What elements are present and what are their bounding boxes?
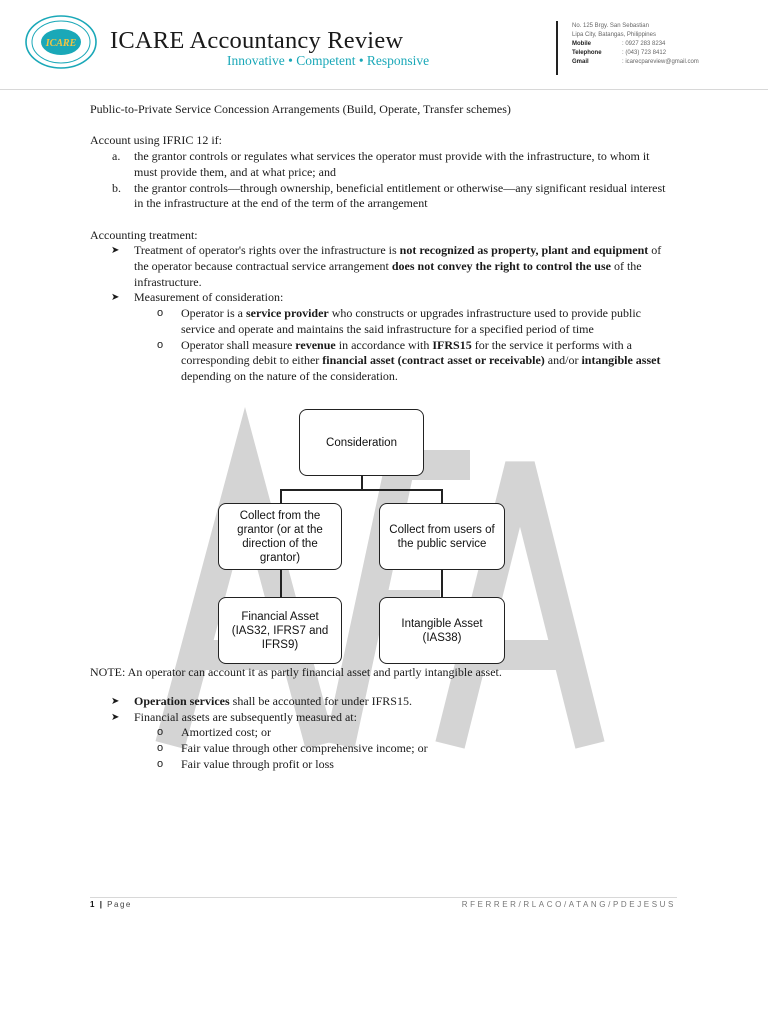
- footer-divider: [90, 897, 677, 898]
- document-title: Public-to-Private Service Concession Arrangements (Build, Operate, Transfer schemes): [90, 102, 511, 116]
- measurement-heading: Measurement of consideration:: [134, 290, 284, 305]
- connector-line: [441, 570, 443, 598]
- condition-text: the grantor controls or regulates what services the operator must provide with the infrastructure, to whom it must provide them, and at what price; and: [134, 149, 650, 179]
- measurement-item: [90, 290, 675, 384]
- measurement-sublist: [90, 306, 675, 385]
- page-separator: |: [99, 900, 104, 909]
- arrowhead-bullet-icon: ➤: [111, 696, 120, 707]
- connector-line: [361, 476, 363, 490]
- authors-footer: RFERRER/RLACO/ATANG/PDEJESUS: [461, 900, 676, 909]
- contact-block: [572, 22, 699, 67]
- mobile-row: [572, 40, 699, 49]
- account-using-heading: Account using IFRIC 12 if:: [90, 133, 222, 148]
- collect-from-grantor-box: Collect from the grantor (or at the direction of the grantor): [218, 503, 342, 570]
- measure-item: o Amortized cost; or: [157, 725, 271, 740]
- arrowhead-bullet-icon: ➤: [111, 245, 120, 257]
- treatment-item: ➤ Treatment of operator's rights over the infrastructure is not recognized as property, plant and equipment of the operator because contractual service arrangement does not convey the right to control the use of the infrastructure.: [111, 243, 662, 289]
- telephone-row: [572, 49, 699, 58]
- connector-line: [280, 489, 442, 491]
- measurement-subitem: o Operator shall measure revenue in accordance with IFRS15 for the service it performs with a corresponding debit to either financial asset (contract asset or receivable) and/or intangible asset depending on the nature of the consideration.: [157, 337, 661, 383]
- arrowhead-bullet-icon: ➤: [111, 292, 120, 304]
- connector-line: [280, 489, 282, 504]
- icare-logo-icon: [24, 14, 98, 70]
- telephone-label: Telephone: [572, 50, 602, 56]
- treatment-list: [90, 243, 675, 384]
- collect-from-users-box: Collect from users of the public service: [379, 503, 505, 570]
- circle-bullet-icon: o: [157, 742, 164, 755]
- page-indicator: [90, 900, 132, 909]
- gmail-row: [572, 58, 699, 67]
- letterhead: [0, 0, 768, 90]
- telephone-value: : (043) 723 8412: [622, 50, 667, 56]
- circle-bullet-icon: o: [157, 757, 164, 770]
- gmail-label: Gmail: [572, 59, 589, 65]
- circle-bullet-icon: o: [157, 307, 164, 320]
- measure-item: o Fair value through other comprehensive income; or: [157, 741, 428, 756]
- measure-item: o Fair value through profit or loss: [157, 756, 334, 771]
- circle-bullet-icon: o: [157, 338, 164, 351]
- brand-tagline: Innovative • Competent • Responsive: [227, 53, 430, 68]
- logo-text: ICARE: [45, 38, 77, 49]
- financial-assets-heading: Financial assets are subsequently measured at:: [134, 709, 357, 724]
- page-number: 1: [90, 900, 96, 909]
- connector-line: [441, 489, 443, 504]
- brand-name: ICARE Accountancy Review: [110, 27, 404, 54]
- operation-list: [90, 694, 675, 773]
- address-line-2: Lipa City, Batangas, Philippines: [572, 32, 656, 38]
- document-body: [90, 102, 675, 385]
- document-body-continued: [90, 694, 675, 773]
- address-line-1: No. 125 Brgy. San Sebastian: [572, 23, 649, 29]
- circle-bullet-icon: o: [157, 726, 164, 739]
- connector-line: [280, 570, 282, 598]
- accounting-treatment-heading: Accounting treatment:: [90, 227, 198, 242]
- mobile-label: Mobile: [572, 41, 591, 47]
- condition-text: the grantor controls—through ownership, beneficial entitlement or otherwise—any significant residual interest in the infrastructure at the end of the term of the arrangement: [134, 180, 666, 211]
- gmail-value: : icarecpareview@gmail.com: [622, 59, 699, 65]
- financial-assets-item: [90, 710, 675, 773]
- note-text: NOTE: An operator can account it as partly financial asset and partly intangible asset.: [90, 665, 502, 679]
- page-word: Page: [107, 900, 132, 909]
- consideration-box: Consideration: [299, 409, 424, 476]
- measures-sublist: [90, 725, 675, 772]
- condition-item: [90, 181, 675, 212]
- arrowhead-bullet-icon: ➤: [111, 711, 120, 723]
- operation-item: ➤ Operation services shall be accounted for under IFRS15.: [111, 694, 412, 708]
- condition-item: [90, 149, 675, 180]
- condition-label: a.: [112, 149, 121, 164]
- mobile-value: : 0927 283 8234: [622, 41, 666, 47]
- conditions-list: [90, 149, 675, 212]
- financial-asset-box: Financial Asset (IAS32, IFRS7 and IFRS9): [218, 597, 342, 664]
- header-divider: [556, 21, 558, 75]
- intangible-asset-box: Intangible Asset (IAS38): [379, 597, 505, 664]
- condition-label: b.: [112, 180, 121, 195]
- measurement-subitem: o Operator is a service provider who constructs or upgrades infrastructure used to provide public service and operate and maintains the said infrastructure for a specified period of time: [157, 306, 642, 336]
